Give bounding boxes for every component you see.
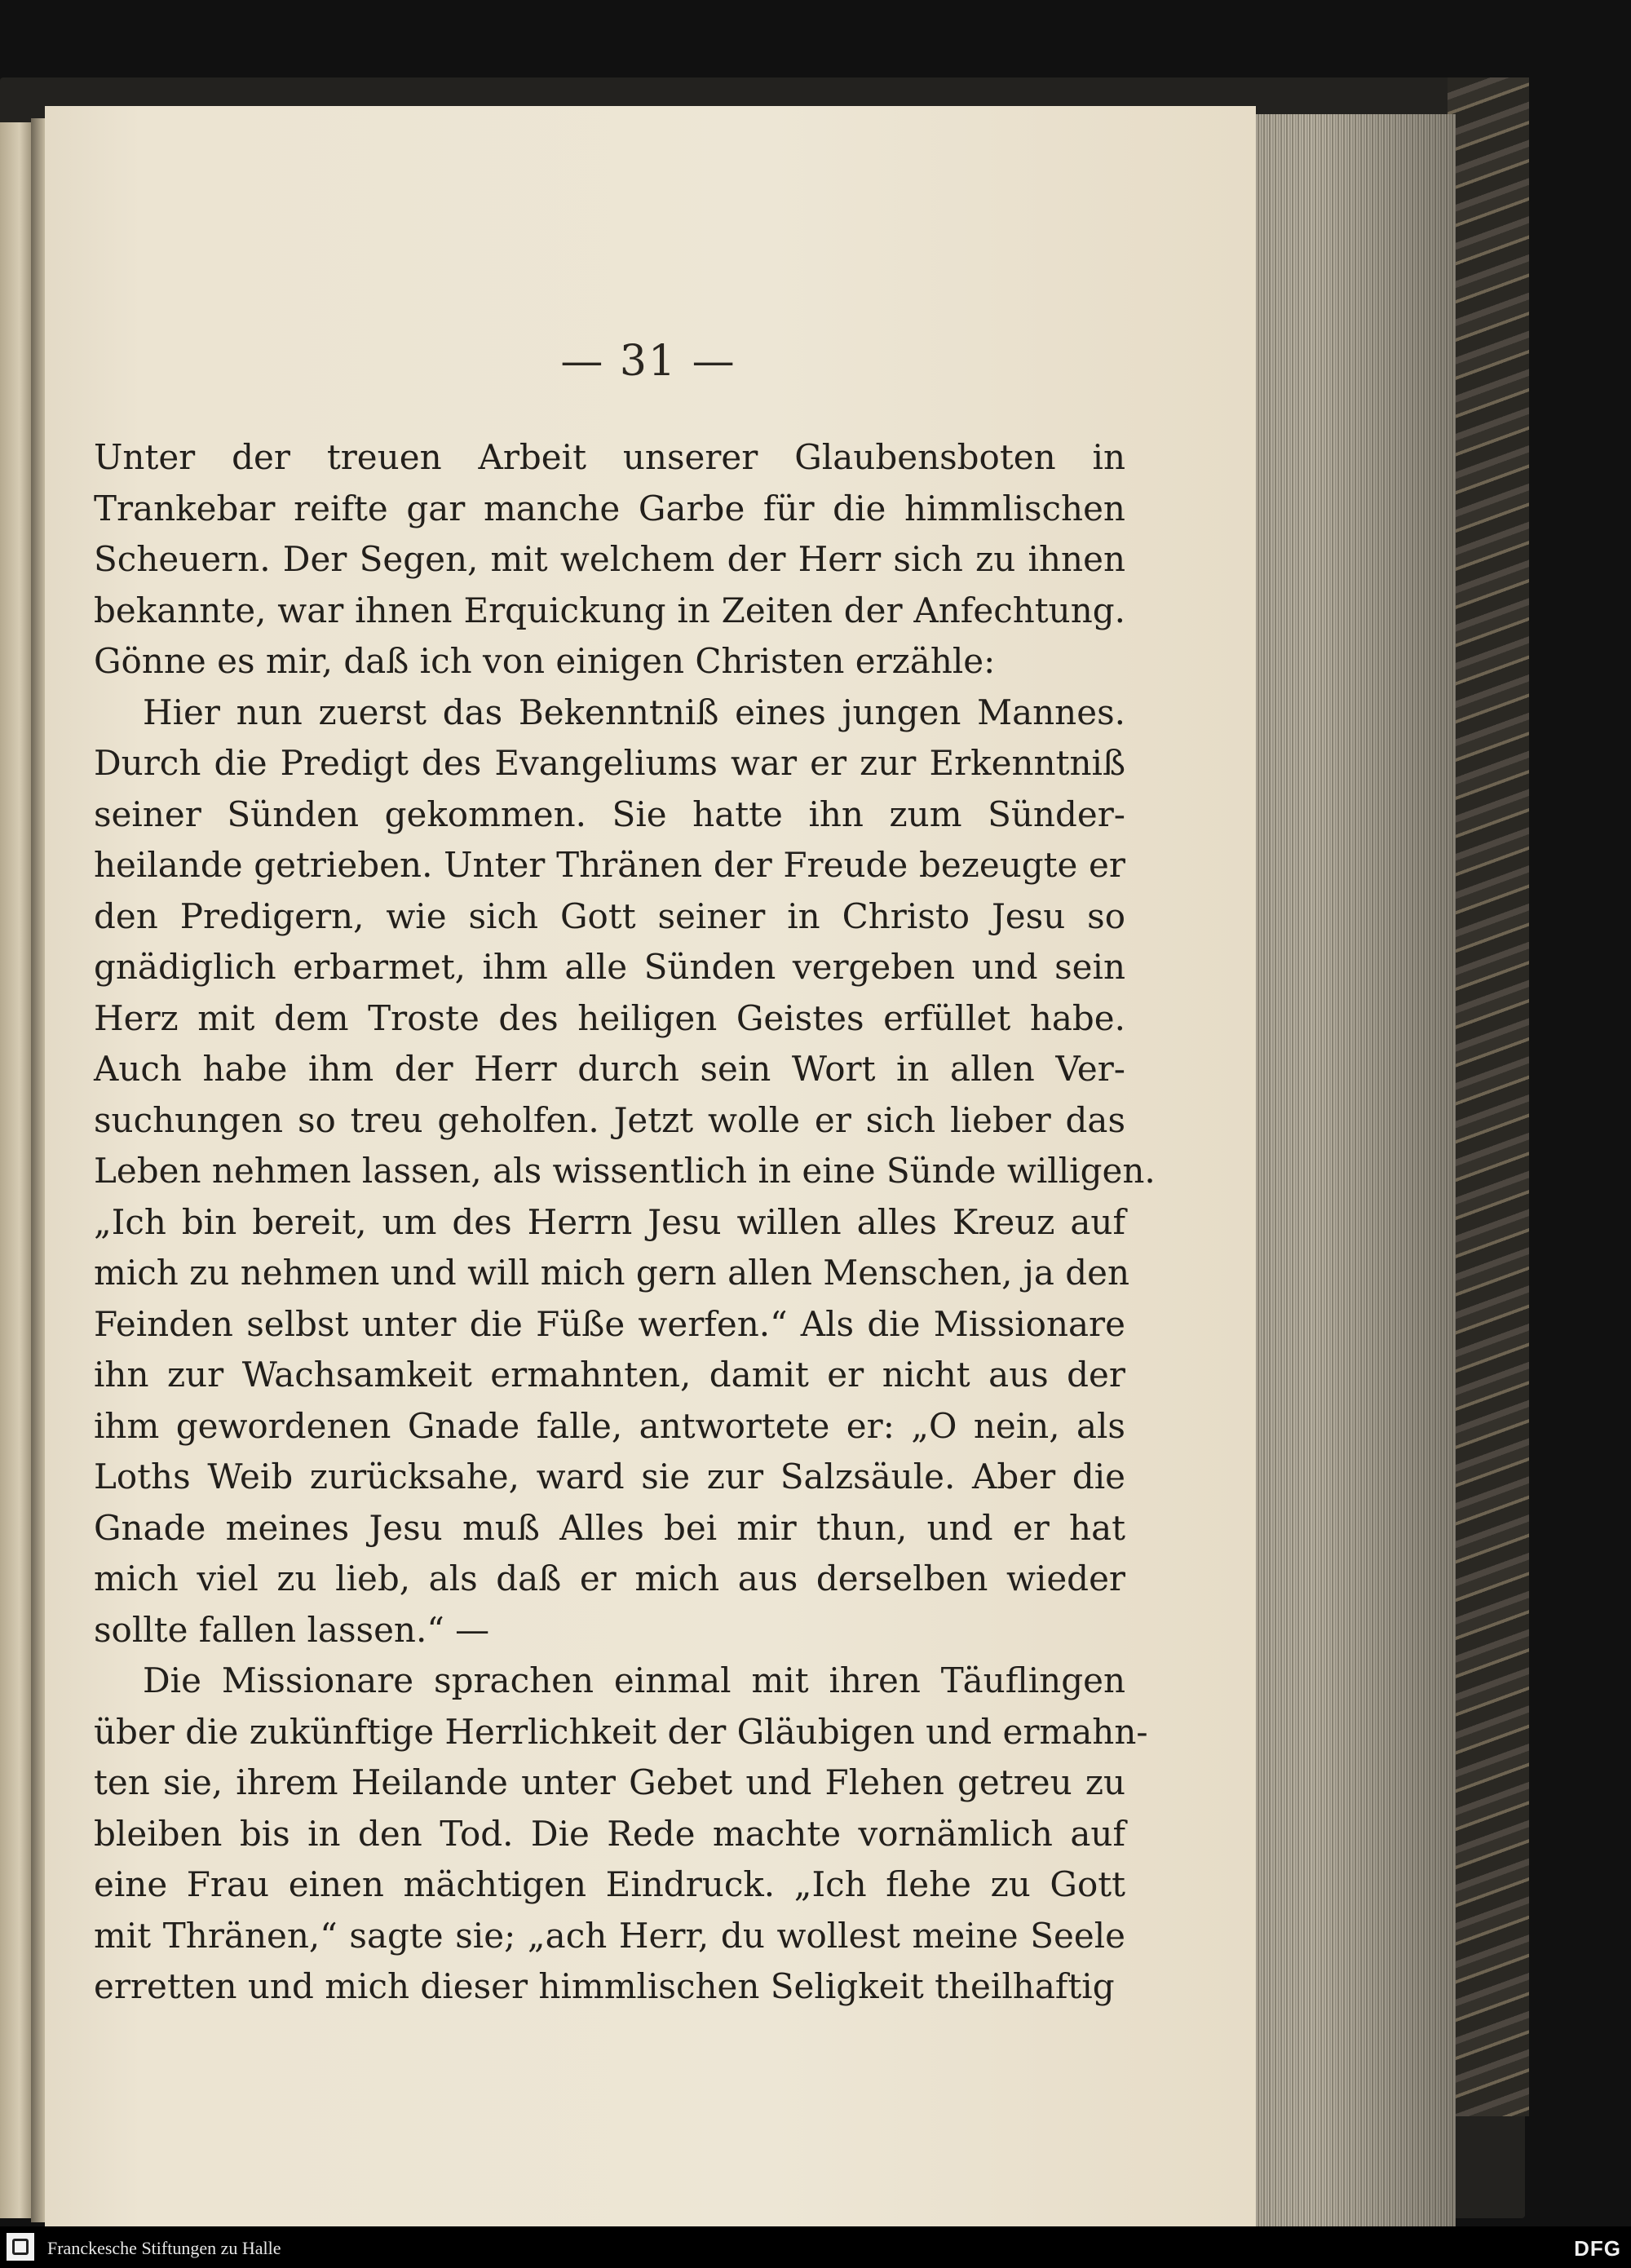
page-number-header: — 31 — — [560, 337, 736, 386]
text-line: Scheuern. Der Segen, mit welchem der Herr sich zu ihnen — [94, 539, 1125, 579]
text-line: Gnade meines Jesu muß Alles bei mir thun, und er hat — [94, 1507, 1125, 1548]
text-line: mich zu nehmen und will mich gern allen Menschen, ja den — [94, 1253, 1130, 1293]
text-line: sollte fallen lassen.“ — — [94, 1609, 490, 1650]
page-edges-shade — [1252, 114, 1456, 2226]
text-line: suchungen so treu geholfen. Jetzt wolle er sich lieber das — [94, 1099, 1125, 1140]
text-line: gnädiglich erbarmet, ihm alle Sünden vergeben und sein — [94, 947, 1125, 987]
text-line: Gönne es mir, daß ich von einigen Christen erzähle: — [94, 641, 996, 681]
text-line: den Predigern, wie sich Gott seiner in Christo Jesu so — [94, 895, 1125, 936]
text-line: eine Frau einen mächtigen Eindruck. „Ich flehe zu Gott — [94, 1864, 1125, 1904]
text-line: Hier nun zuerst das Bekenntniß eines jungen Mannes. — [143, 692, 1125, 732]
institution-logo-icon — [7, 2233, 34, 2261]
text-line: Feinden selbst unter die Füße werfen.“ Als die Missionare — [94, 1303, 1125, 1344]
text-line: Trankebar reifte gar manche Garbe für die himmlischen — [94, 488, 1125, 528]
text-line: Auch habe ihm der Herr durch sein Wort in allen Ver- — [94, 1049, 1125, 1089]
left-page-edge — [0, 122, 33, 2218]
text-line: heilande getrieben. Unter Thränen der Freude bezeugte er — [94, 845, 1125, 885]
text-line: mit Thränen,“ sagte sie; „ach Herr, du wollest meine Seele — [94, 1915, 1125, 1956]
text-line: bleiben bis in den Tod. Die Rede machte vornämlich auf — [94, 1813, 1125, 1854]
page-body-text — [94, 432, 1156, 2013]
page-gutter — [31, 118, 46, 2222]
text-line: Durch die Predigt des Evangeliums war er zur Erkenntniß — [94, 743, 1125, 783]
text-line: mich viel zu lieb, als daß er mich aus derselben wieder — [94, 1558, 1125, 1598]
footer-bar — [0, 2226, 1631, 2268]
text-line: seiner Sünden gekommen. Sie hatte ihn zum Sünder- — [94, 794, 1125, 834]
marbled-cover-edge — [1448, 77, 1529, 2116]
text-line: ihn zur Wachsamkeit ermahnten, damit er nicht aus der — [94, 1355, 1125, 1395]
dfg-badge: DFG — [1574, 2236, 1621, 2261]
text-line: bekannte, war ihnen Erquickung in Zeiten der Anfechtung. — [94, 590, 1125, 630]
text-line: ten sie, ihrem Heilande unter Gebet und Flehen getreu zu — [94, 1762, 1125, 1802]
text-line: ihm gewordenen Gnade falle, antwortete er: „O nein, als — [94, 1405, 1125, 1446]
text-line: Unter der treuen Arbeit unserer Glaubensboten in — [94, 437, 1125, 477]
text-line: „Ich bin bereit, um des Herrn Jesu willen alles Kreuz auf — [94, 1201, 1125, 1242]
text-line: über die zukünftige Herrlichkeit der Gläubigen und ermahn- — [94, 1711, 1148, 1752]
footer-institution: Franckesche Stiftungen zu Halle — [47, 2238, 281, 2258]
text-line: Die Missionare sprachen einmal mit ihren Täuflingen — [143, 1660, 1125, 1700]
text-line: erretten und mich dieser himmlischen Seligkeit theilhaftig — [94, 1966, 1115, 2006]
book-page — [45, 106, 1256, 2226]
text-line: Loths Weib zurücksahe, ward sie zur Salzsäule. Aber die — [94, 1457, 1125, 1497]
text-line: Herz mit dem Troste des heiligen Geistes erfüllet habe. — [94, 997, 1125, 1038]
text-line: Leben nehmen lassen, als wissentlich in eine Sünde willigen. — [94, 1151, 1156, 1191]
